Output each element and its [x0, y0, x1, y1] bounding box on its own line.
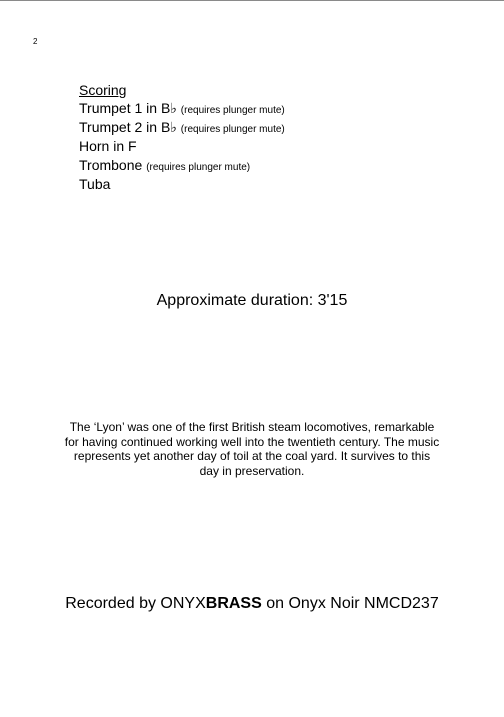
instrument-trumpet-1 [79, 100, 439, 119]
scoring-heading: Scoring [79, 82, 127, 98]
instrument-name: Trombone [79, 157, 143, 173]
instrument-tuba [79, 176, 439, 195]
instrument-trombone [79, 157, 439, 176]
instrument-name: Horn in F [79, 138, 137, 154]
instrument-name: Trumpet 2 in B♭ [79, 119, 177, 135]
instrument-name: Trumpet 1 in B♭ [79, 100, 177, 116]
instrument-note: (requires plunger mute) [180, 124, 285, 135]
instrument-trumpet-2 [79, 119, 439, 138]
instrument-list [79, 100, 439, 195]
instrument-name: Tuba [79, 176, 111, 192]
recording-suffix: on Onyx Noir NMCD237 [261, 595, 439, 612]
instrument-horn [79, 138, 439, 157]
top-rule [0, 0, 504, 1]
scoring-section [79, 82, 439, 195]
recording-prefix: Recorded by ONYX [65, 595, 206, 612]
programme-note: The ‘Lyon’ was one of the first British steam locomotives, remarkable for having continued working well into the twentieth century. The music represents yet another day of toil at the coal yard. It survives to this day in preservation. [64, 420, 440, 478]
instrument-note: (requires plunger mute) [180, 105, 285, 116]
instrument-note: (requires plunger mute) [146, 162, 251, 173]
recording-credit [0, 594, 504, 614]
approximate-duration: Approximate duration: 3'15 [156, 292, 348, 309]
page-number: 2 [33, 37, 38, 46]
recording-brand-bold: BRASS [205, 595, 262, 612]
